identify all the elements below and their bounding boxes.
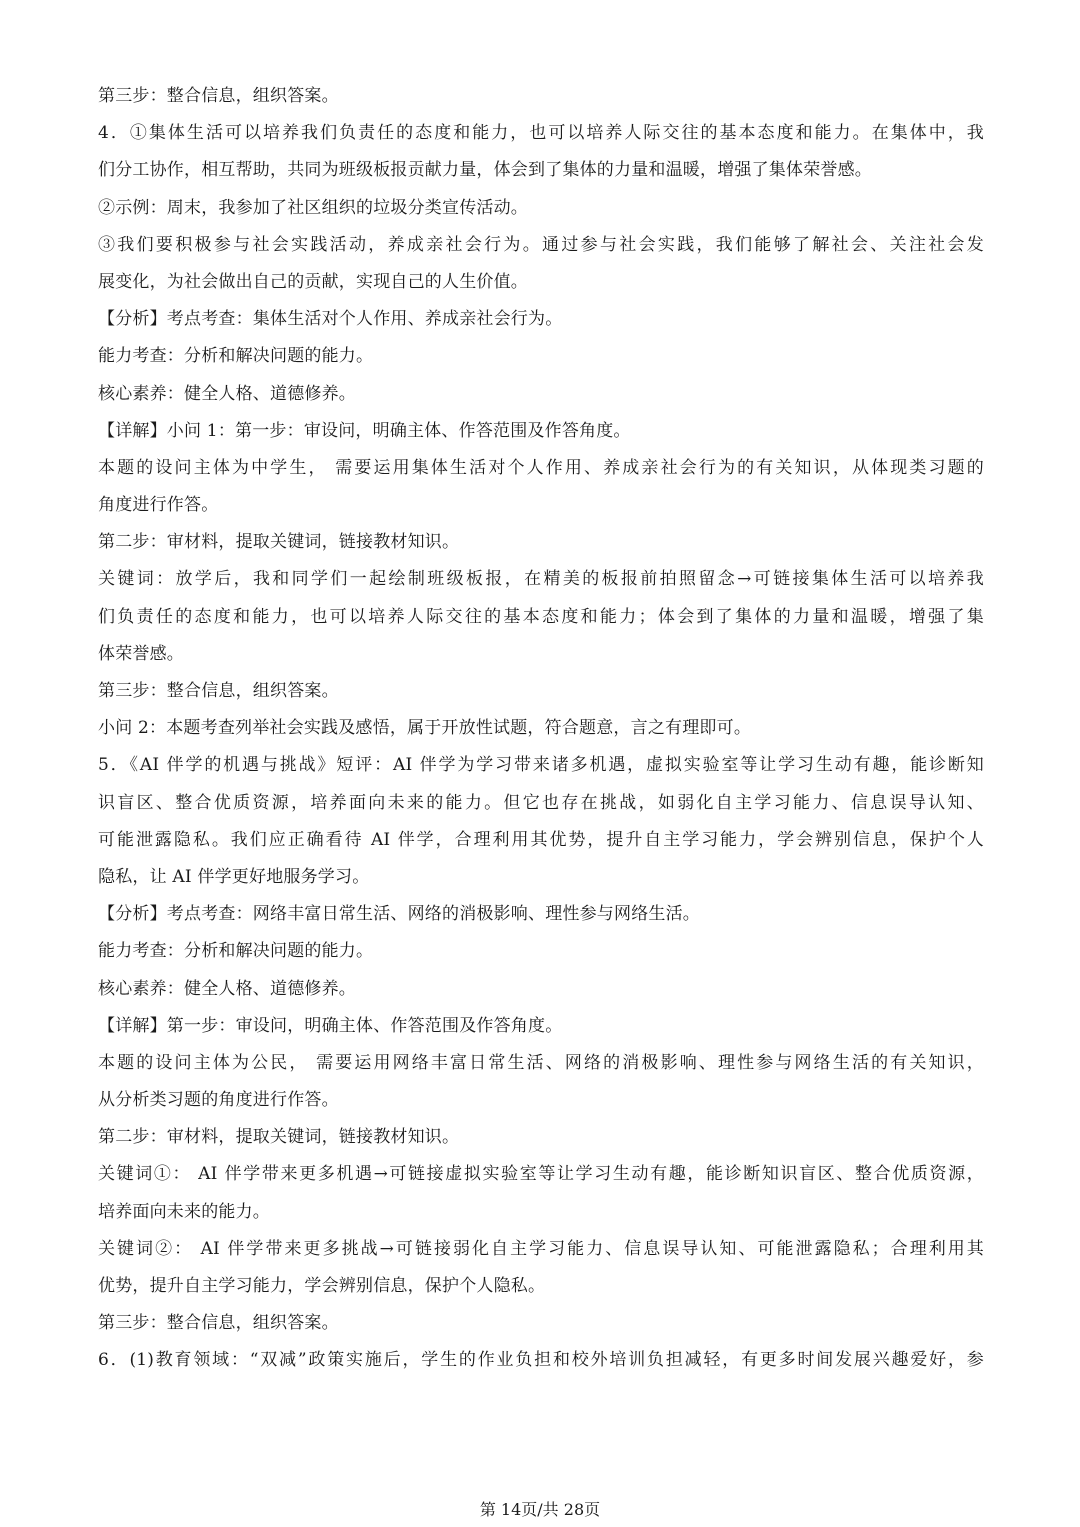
text-line: 从分析类习题的角度进行作答。 [98,1090,339,1111]
text-line: 第三步：整合信息，组织答案。 [98,86,339,106]
text-line: 6．(1)教育领域：“双减”政策实施后，学生的作业负担和校外培训负担减轻，有更多时间发展兴趣爱好，参 [98,1350,984,1371]
text-line: 关键词②： AI 伴学带来更多挑战→可链接弱化自主学习能力、信息误导认知、可能泄露隐私；合理利用其 [98,1238,984,1259]
text-line: 可能泄露隐私。我们应正确看待 AI 伴学，合理利用其优势，提升自主学习能力，学会辨别信息，保护个人 [98,829,984,850]
text-line: 本题的设问主体为公民， 需要运用网络丰富日常生活、网络的消极影响、理性参与网络生活的有关知识， [98,1052,984,1073]
text-line: 角度进行作答。 [98,495,219,516]
text-line: 【分析】考点考查：集体生活对个人作用、养成亲社会行为。 [98,309,563,330]
text-line: 识盲区、整合优质资源，培养面向未来的能力。但它也存在挑战，如弱化自主学习能力、信息误导认知、 [98,792,984,813]
text-line: 本题的设问主体为中学生， 需要运用集体生活对个人作用、养成亲社会行为的有关知识，从体现类习题的 [98,457,984,478]
text-line: 第三步：整合信息，组织答案。 [98,681,339,701]
document-body [98,78,984,1380]
text-line: ③我们要积极参与社会实践活动，养成亲社会行为。通过参与社会实践，我们能够了解社会、关注社会发 [98,234,984,255]
text-line: 培养面向未来的能力。 [98,1201,270,1222]
text-line: 关键词①： AI 伴学带来更多机遇→可链接虚拟实验室等让学习生动有趣，能诊断知识盲区、整合优质资源， [98,1164,984,1185]
text-line: 们负责任的态度和能力，也可以培养人际交往的基本态度和能力；体会到了集体的力量和温暖，增强了集 [98,606,984,627]
text-line: 能力考查：分析和解决问题的能力。 [98,941,374,962]
text-line: 5．《AI 伴学的机遇与挑战》短评：AI 伴学为学习带来诸多机遇，虚拟实验室等让学习生动有趣，能诊断知 [98,755,984,776]
text-line: ②示例：周末，我参加了社区组织的垃圾分类宣传活动。 [98,197,528,218]
text-line: 能力考查：分析和解决问题的能力。 [98,346,374,367]
text-line: 4．①集体生活可以培养我们负责任的态度和能力，也可以培养人际交往的基本态度和能力。在集体中，我 [98,123,984,144]
text-line: 核心素养：健全人格、道德修养。 [98,978,356,999]
text-line: 小问 2：本题考查列举社会实践及感悟，属于开放性试题，符合题意，言之有理即可。 [98,718,752,739]
text-line: 们分工协作，相互帮助，共同为班级板报贡献力量，体会到了集体的力量和温暖，增强了集体荣誉感。 [98,160,872,181]
text-line: 【详解】小问 1：第一步：审设问，明确主体、作答范围及作答角度。 [98,420,631,441]
text-line: 第三步：整合信息，组织答案。 [98,1313,339,1334]
text-line: 优势，提升自主学习能力，学会辨别信息，保护个人隐私。 [98,1276,546,1296]
text-line: 【分析】考点考查：网络丰富日常生活、网络的消极影响、理性参与网络生活。 [98,904,700,925]
text-line: 隐私，让 AI 伴学更好地服务学习。 [98,866,370,887]
text-line: 体荣誉感。 [98,643,184,664]
text-line: 核心素养：健全人格、道德修养。 [98,383,356,404]
text-line: 【详解】第一步：审设问，明确主体、作答范围及作答角度。 [98,1015,563,1036]
text-line: 第二步：审材料，提取关键词，链接教材知识。 [98,1127,460,1148]
page-footer: 第 14页/共 28页 [479,1500,601,1519]
text-line: 第二步：审材料，提取关键词，链接教材知识。 [98,532,460,553]
text-line: 展变化，为社会做出自己的贡献，实现自己的人生价值。 [98,271,528,292]
text-line: 关键词：放学后，我和同学们一起绘制班级板报，在精美的板报前拍照留念→可链接集体生活可以培养我 [98,569,984,590]
